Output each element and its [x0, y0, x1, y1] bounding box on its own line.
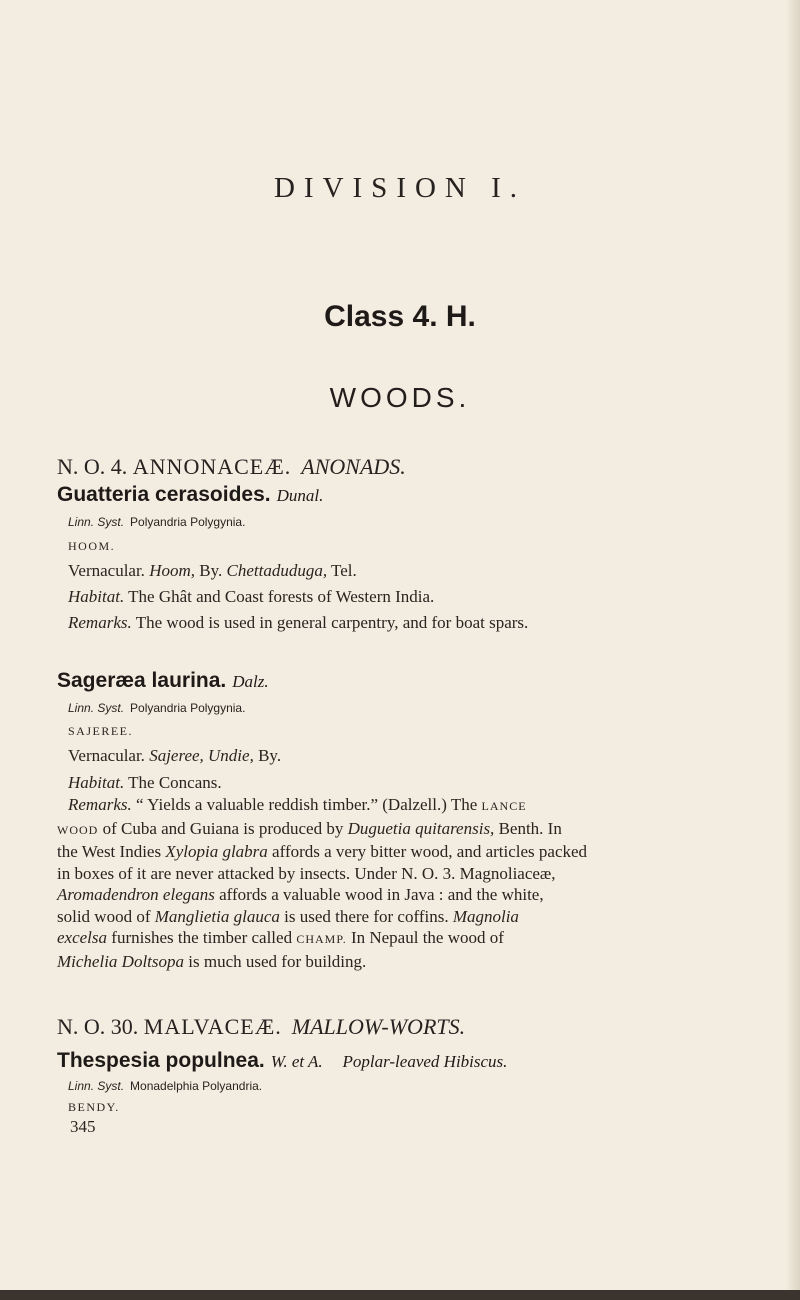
vernacular-label: Vernacular. [68, 561, 145, 580]
page-edge-shadow [786, 0, 800, 1300]
order-english-name: ANONADS. [301, 454, 406, 479]
page-number: 345 [70, 1117, 96, 1136]
remarks-row-7 [57, 927, 757, 951]
habitat-text: The Concans. [128, 773, 222, 792]
vernacular-name-2: Chettaduduga, [226, 561, 328, 580]
species-name: Sageræa laurina. [57, 669, 227, 692]
vernacular-lang: By. [258, 746, 282, 765]
remarks-text: affords a very bitter wood, and articles packed [272, 842, 588, 861]
vernacular-names: Sajeree, Undie, [149, 746, 254, 765]
linn-value: Polyandria Polygynia. [130, 701, 246, 715]
vernacular-lang-1: By. [199, 561, 223, 580]
order-name: MALVACEÆ. [143, 1014, 282, 1039]
remarks-row-2 [57, 818, 757, 842]
order-name: ANNONACEÆ. [132, 454, 292, 479]
habitat-line [57, 770, 768, 795]
linn-label: Linn. Syst. [68, 701, 125, 715]
linn-label: Linn. Syst. [68, 1079, 125, 1093]
remarks-text: The wood is used in general carpentry, and for boat spars. [135, 613, 529, 632]
linn-value: Monadelphia Polyandria. [130, 1079, 263, 1093]
vernacular-headname: HOOM. [68, 539, 116, 553]
remarks-row-1 [57, 794, 757, 818]
linnaean-system-line [57, 513, 768, 531]
remarks-row-5 [57, 884, 757, 906]
remarks-row-6 [57, 906, 757, 928]
page-bottom-edge [0, 1290, 800, 1300]
linnaean-system-line [57, 699, 768, 717]
species-authority: Dalz. [232, 672, 269, 691]
smallcaps-term: CHAMP. [296, 932, 347, 946]
vernacular-headname: SAJEREE. [68, 724, 134, 738]
remarks-text: solid wood of [57, 906, 151, 926]
taxon-name: Xylopia glabra [165, 842, 268, 861]
remarks-row-8 [57, 951, 757, 973]
taxon-name: Magnolia [452, 906, 519, 926]
remarks-text: the West Indies [57, 842, 162, 861]
taxon-name: excelsa [57, 928, 108, 947]
remarks-text: In Nepaul the wood of [350, 928, 504, 947]
habitat-line [57, 584, 768, 609]
taxon-name: Manglietia glauca [154, 906, 280, 926]
species-name: Thespesia populnea. [57, 1049, 265, 1072]
linnaean-system-line [57, 1077, 768, 1095]
order-heading-annonaceae [57, 454, 757, 480]
vernacular-label: Vernacular. [68, 746, 145, 765]
species-authority: Dunal. [276, 486, 324, 505]
taxon-name: Aromadendron elegans [57, 885, 215, 904]
remarks-text: is used there for coffins. [284, 906, 449, 926]
remarks-line [57, 610, 768, 635]
vernacular-line [57, 558, 768, 583]
vernacular-lang-2: Tel. [331, 561, 357, 580]
remarks-text: of Cuba and Guiana is produced by [102, 818, 344, 838]
remarks-label: Remarks. [68, 613, 132, 632]
species-heading-thespesia [57, 1048, 757, 1075]
remarks-row-4: in boxes of it are never attacked by insects. Under N. O. 3. Magnoliaceæ, [57, 863, 556, 883]
taxon-name: Michelia Doltsopa [57, 951, 185, 971]
vernacular-name-1: Hoom, [149, 561, 195, 580]
species-heading-guatteria [57, 482, 757, 509]
vernacular-headname: BENDY. [68, 1100, 120, 1114]
order-heading-malvaceae [57, 1014, 757, 1040]
order-number: N. O. 4. [57, 454, 128, 479]
remarks-text: furnishes the timber called [111, 928, 293, 947]
remarks-label: Remarks. [68, 795, 132, 814]
remarks-text: “ Yields a valuable reddish timber.” (Dalzell.) The [135, 795, 478, 814]
linn-value: Polyandria Polygynia. [130, 515, 246, 529]
remarks-text: affords a valuable wood in Java : and the white, [219, 885, 544, 904]
remarks-text: is much used for building. [188, 951, 367, 971]
remarks-text: Benth. In [498, 818, 562, 838]
habitat-label: Habitat. [68, 587, 125, 606]
species-name: Guatteria cerasoides. [57, 483, 271, 506]
species-common-name: Poplar-leaved Hibiscus. [342, 1052, 508, 1071]
vernacular-line [57, 743, 768, 768]
linn-label: Linn. Syst. [68, 515, 125, 529]
order-number: N. O. 30. [57, 1014, 139, 1039]
remarks-row-3 [57, 841, 757, 863]
species-authority: W. et A. [270, 1052, 323, 1071]
division-heading: DIVISION I. [273, 172, 527, 204]
remarks-paragraph [57, 794, 757, 972]
smallcaps-term: WOOD [57, 822, 99, 837]
section-heading: WOODS. [329, 382, 471, 413]
species-heading-sageraea [57, 668, 757, 695]
habitat-text: The Ghât and Coast forests of Western India. [128, 587, 435, 606]
class-heading: Class 4. H. [324, 300, 476, 333]
taxon-name: Duguetia quitarensis, [347, 818, 495, 838]
habitat-label: Habitat. [68, 773, 125, 792]
order-english-name: MALLOW-WORTS. [291, 1014, 466, 1039]
smallcaps-term: LANCE [481, 799, 527, 813]
